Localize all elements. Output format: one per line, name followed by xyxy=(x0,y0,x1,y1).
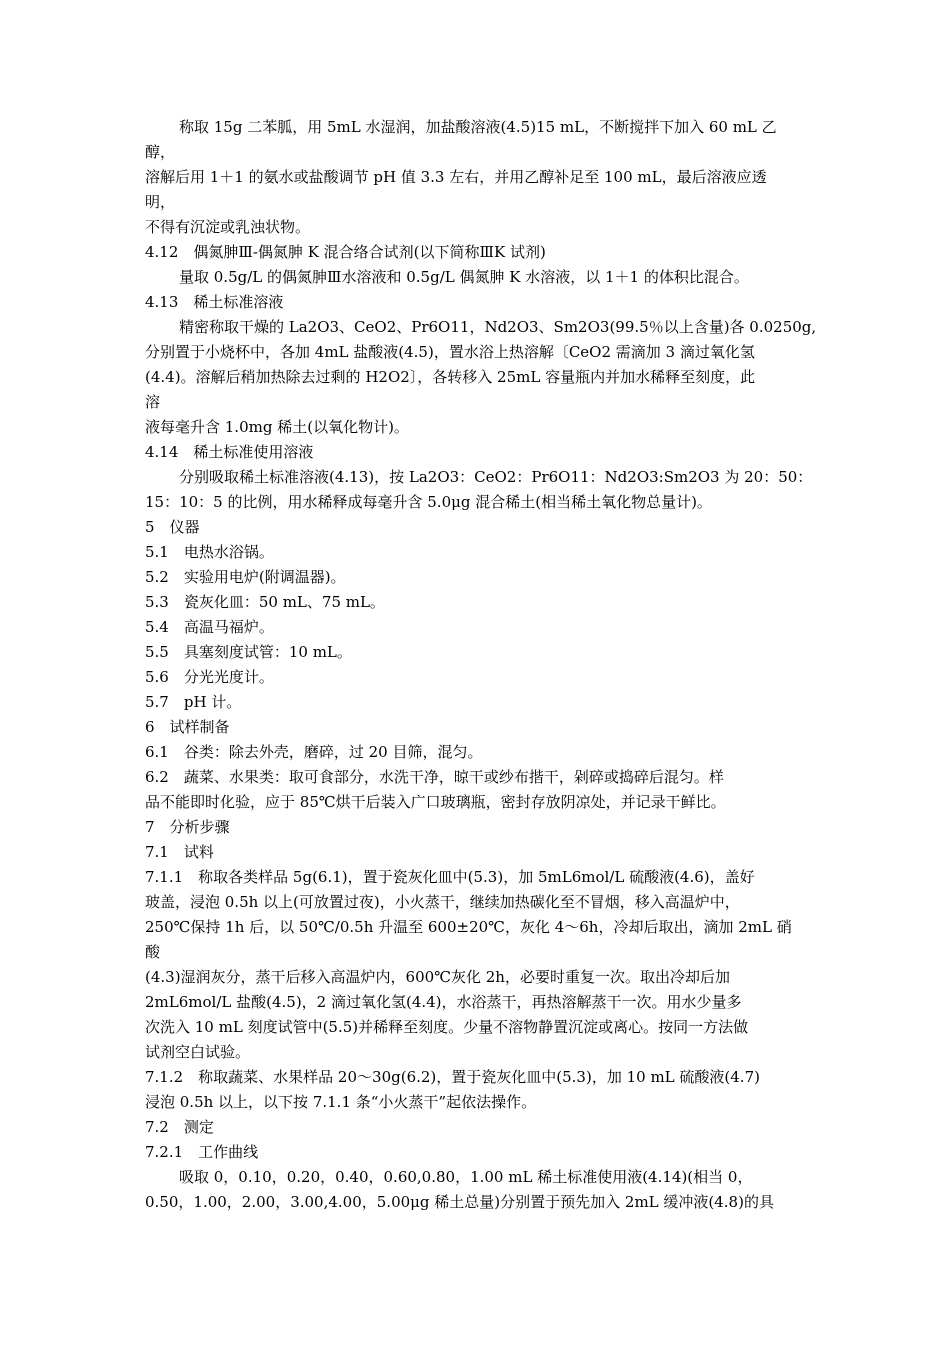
section-heading: 7.2.1 工作曲线 xyxy=(145,1143,259,1161)
text-line: 分别吸取稀土标准溶液(4.13)，按 La2O3：CeO2：Pr6O11：Nd2O3:Sm2O3 为 20：50： xyxy=(179,468,813,486)
text-line: 玻盖，浸泡 0.5h 以上(可放置过夜)，小火蒸干，继续加热碳化至不冒烟，移入高温炉中， xyxy=(145,893,740,911)
text-line: 液每毫升含 1.0mg 稀土(以氧化物计)。 xyxy=(145,418,409,436)
text-line: 溶解后用 1＋1 的氨水或盐酸调节 pH 值 3.3 左右，并用乙醇补足至 100 mL，最后溶液应透 xyxy=(145,168,767,186)
text-line: 0.50，1.00，2.00，3.00,4.00，5.00μg 稀土总量)分别置于预先加入 2mL 缓冲液(4.8)的具 xyxy=(145,1193,774,1211)
list-item: 7.1.2 称取蔬菜、水果样品 20～30g(6.2)，置于瓷灰化皿中(5.3)，加 10 mL 硫酸液(4.7) xyxy=(145,1068,760,1086)
list-item: 5.4 高温马福炉。 xyxy=(145,618,274,636)
list-item: 5.7 pH 计。 xyxy=(145,693,242,711)
list-item: 5.3 瓷灰化皿：50 mL、75 mL。 xyxy=(145,593,385,611)
list-item: 5.6 分光光度计。 xyxy=(145,668,274,686)
text-line: 250℃保持 1h 后，以 50℃/0.5h 升温至 600±20℃，灰化 4～6h，冷却后取出，滴加 2mL 硝 xyxy=(145,918,792,936)
text-line: 不得有沉淀或乳浊状物。 xyxy=(145,218,311,236)
text-line: 溶 xyxy=(145,393,161,411)
section-heading: 5 仪器 xyxy=(145,518,200,536)
text-line: 酸 xyxy=(145,943,161,961)
section-heading: 7 分析步骤 xyxy=(145,818,230,836)
text-line: (4.4)。溶解后稍加热除去过剩的 H2O2〕，各转移入 25mL 容量瓶内并加水稀释至刻度，此 xyxy=(145,368,756,386)
text-line: 次洗入 10 mL 刻度试管中(5.5)并稀释至刻度。少量不溶物静置沉淀或离心。按同一方法做 xyxy=(145,1018,749,1036)
text-line: (4.3)湿润灰分，蒸干后移入高温炉内，600℃灰化 2h，必要时重复一次。取出冷却后加 xyxy=(145,968,730,986)
section-heading: 7.2 测定 xyxy=(145,1118,214,1136)
text-line: 浸泡 0.5h 以上，以下按 7.1.1 条“小火蒸干”起依法操作。 xyxy=(145,1093,537,1111)
list-item: 5.2 实验用电炉(附调温器)。 xyxy=(145,568,346,586)
text-line: 精密称取干燥的 La2O3、CeO2、Pr6O11，Nd2O3、Sm2O3(99.5％以上含量)各 0.0250g, xyxy=(179,318,817,336)
list-item: 7.1.1 称取各类样品 5g(6.1)，置于瓷灰化皿中(5.3)，加 5mL6mol/L 硫酸液(4.6)，盖好 xyxy=(145,868,755,886)
section-heading: 4.12 偶氮胂Ⅲ-偶氮胂 K 混合络合试剂(以下简称ⅢK 试剂) xyxy=(145,243,546,261)
text-line: 称取 15g 二苯胍，用 5mL 水湿润，加盐酸溶液(4.5)15 mL，不断搅拌下加入 60 mL 乙 xyxy=(179,118,777,136)
section-heading: 4.13 稀土标准溶液 xyxy=(145,293,284,311)
text-line: 吸取 0，0.10，0.20，0.40，0.60,0.80，1.00 mL 稀土标准使用液(4.14)(相当 0， xyxy=(179,1168,753,1186)
text-line: 15：10：5 的比例，用水稀释成每毫升含 5.0μg 混合稀土(相当稀土氧化物总量计)。 xyxy=(145,493,712,511)
text-line: 醇， xyxy=(145,143,176,161)
text-line: 分别置于小烧杯中，各加 4mL 盐酸液(4.5)，置水浴上热溶解〔CeO2 需滴加 3 滴过氧化氢 xyxy=(145,343,755,361)
text-line: 量取 0.5g/L 的偶氮胂Ⅲ水溶液和 0.5g/L 偶氮胂 K 水溶液，以 1＋1 的体积比混合。 xyxy=(179,268,749,286)
list-item: 6.1 谷类：除去外壳，磨碎，过 20 目筛，混匀。 xyxy=(145,743,483,761)
list-item: 5.5 具塞刻度试管：10 mL。 xyxy=(145,643,352,661)
text-line: 明， xyxy=(145,193,176,211)
text-line: 2mL6mol/L 盐酸(4.5)，2 滴过氧化氢(4.4)，水浴蒸干，再热溶解蒸干一次。用水少量多 xyxy=(145,993,742,1011)
section-heading: 6 试样制备 xyxy=(145,718,230,736)
text-line: 试剂空白试验。 xyxy=(145,1043,251,1061)
section-heading: 7.1 试料 xyxy=(145,843,214,861)
list-item: 5.1 电热水浴锅。 xyxy=(145,543,274,561)
section-heading: 4.14 稀土标准使用溶液 xyxy=(145,443,314,461)
list-item: 6.2 蔬菜、水果类：取可食部分，水洗干净，晾干或纱布揩干，剁碎或捣碎后混匀。样 xyxy=(145,768,724,786)
text-line: 品不能即时化验，应于 85℃烘干后装入广口玻璃瓶，密封存放阴凉处，并记录干鲜比。 xyxy=(145,793,726,811)
